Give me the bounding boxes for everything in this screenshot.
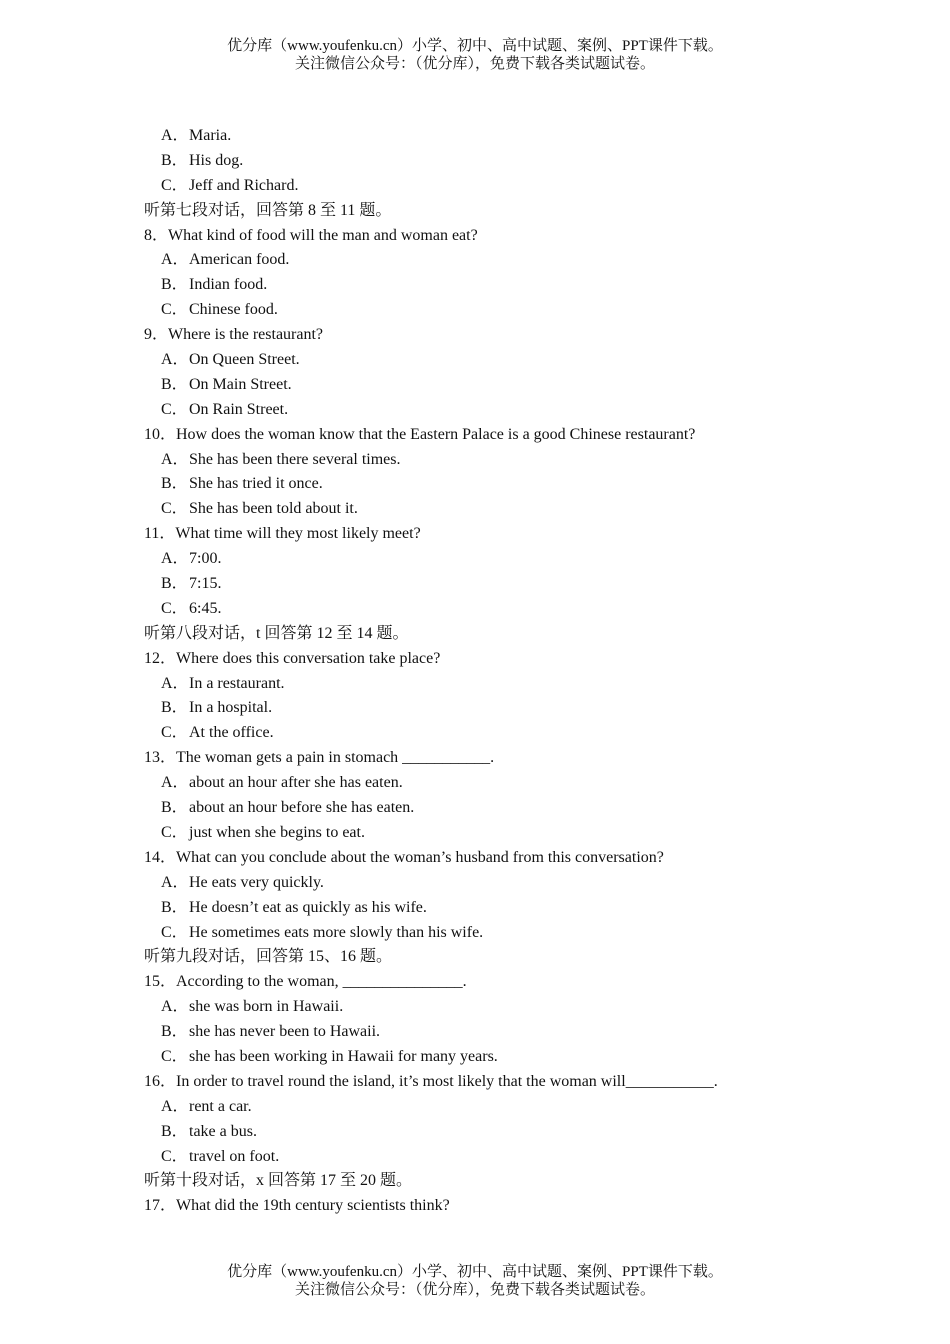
option-text: 6:45. xyxy=(189,599,222,617)
option-text: about an hour after she has eaten. xyxy=(189,774,403,792)
option-text: Maria. xyxy=(189,127,232,144)
option-text: She has been told about it. xyxy=(189,500,358,518)
question-text: 10．How does the woman know that the Eastern Palace is a good Chinese restaurant? xyxy=(144,425,696,443)
option-letter: A． xyxy=(161,251,189,269)
option-text: On Rain Street. xyxy=(189,400,289,418)
option-text: just when she begins to eat. xyxy=(189,823,365,841)
option-letter: A． xyxy=(161,450,189,468)
option-text: she has never been to Hawaii. xyxy=(189,1023,381,1041)
answer-option xyxy=(0,1145,950,1170)
option-text: Chinese food. xyxy=(189,301,278,319)
option-text: He doesn’t eat as quickly as his wife. xyxy=(189,898,427,916)
option-text: In a restaurant. xyxy=(189,674,285,692)
option-letter: A． xyxy=(161,998,189,1016)
answer-option xyxy=(0,273,950,298)
option-letter: C． xyxy=(161,1147,188,1165)
answer-option xyxy=(0,771,950,796)
answer-option xyxy=(0,124,950,149)
option-letter: B． xyxy=(161,799,188,817)
footer-line-1: 优分库（www.youfenku.cn）小学、初中、高中试题、案例、PPT课件下载。 xyxy=(227,1264,723,1280)
option-letter: B． xyxy=(161,475,188,493)
footer-line-2: 关注微信公众号：（优分库），免费下载各类试题试卷。 xyxy=(294,1282,655,1298)
option-letter: B． xyxy=(161,1122,188,1140)
answer-option xyxy=(0,821,950,846)
question-text: 14．What can you conclude about the woman’s husband from this conversation? xyxy=(144,848,664,866)
answer-option xyxy=(0,547,950,572)
option-letter: A． xyxy=(161,550,189,568)
answer-option xyxy=(0,1095,950,1120)
option-letter: C． xyxy=(161,176,188,194)
option-text: Jeff and Richard. xyxy=(189,176,299,194)
option-letter: B． xyxy=(161,375,188,393)
answer-option xyxy=(0,348,950,373)
answer-option xyxy=(0,1020,950,1045)
option-text: On Queen Street. xyxy=(189,351,300,369)
option-letter: B． xyxy=(161,276,188,294)
option-text: about an hour before she has eaten. xyxy=(189,799,415,817)
option-text: she has been working in Hawaii for many years. xyxy=(189,1047,498,1065)
option-text: On Main Street. xyxy=(189,375,292,393)
header-line-2: 关注微信公众号：（优分库），免费下载各类试题试卷。 xyxy=(294,56,655,72)
question-text: 12．Where does this conversation take place? xyxy=(144,649,441,667)
question-text: 13．The woman gets a pain in stomach ___________. xyxy=(144,749,495,767)
answer-option xyxy=(0,796,950,821)
question-text: 11．What time will they most likely meet? xyxy=(144,525,421,543)
option-letter: B． xyxy=(161,699,188,717)
option-text: At the office. xyxy=(189,724,274,742)
option-letter: B． xyxy=(161,898,188,916)
option-letter: A． xyxy=(161,873,189,891)
answer-option xyxy=(0,472,950,497)
question-list xyxy=(0,124,950,1219)
answer-option xyxy=(0,871,950,896)
section-instruction: 听第七段对话，回答第 8 至 11 题。 xyxy=(144,201,392,219)
answer-option xyxy=(0,572,950,597)
header-line-1: 优分库（www.youfenku.cn）小学、初中、高中试题、案例、PPT课件下载。 xyxy=(227,38,723,54)
answer-option xyxy=(0,896,950,921)
option-text: Indian food. xyxy=(189,276,268,294)
question-text: 15．According to the woman, _______________. xyxy=(144,973,467,991)
option-text: 7:00. xyxy=(189,550,222,568)
option-letter: A． xyxy=(161,774,189,792)
option-text: He eats very quickly. xyxy=(189,873,324,891)
question-text: 16．In order to travel round the island, it’s most likely that the woman will___________. xyxy=(144,1072,718,1090)
answer-option xyxy=(0,921,950,946)
question-text: 17．What did the 19th century scientists think? xyxy=(144,1197,450,1215)
page-footer xyxy=(0,1263,950,1299)
answer-option xyxy=(0,174,950,199)
answer-option xyxy=(0,721,950,746)
option-text: She has been there several times. xyxy=(189,450,401,468)
answer-option xyxy=(0,597,950,622)
option-letter: B． xyxy=(161,1023,188,1041)
option-letter: C． xyxy=(161,400,188,418)
option-text: take a bus. xyxy=(189,1122,257,1140)
section-instruction: 听第八段对话，t 回答第 12 至 14 题。 xyxy=(144,624,409,642)
answer-option xyxy=(0,1120,950,1145)
option-letter: C． xyxy=(161,301,188,319)
option-text: she was born in Hawaii. xyxy=(189,998,344,1016)
question-text: 8．What kind of food will the man and woman eat? xyxy=(144,226,478,244)
answer-option xyxy=(0,1045,950,1070)
option-text: His dog. xyxy=(189,151,244,169)
option-letter: B． xyxy=(161,575,188,593)
option-letter: A． xyxy=(161,127,189,144)
option-text: 7:15. xyxy=(189,575,222,593)
answer-option xyxy=(0,373,950,398)
option-text: He sometimes eats more slowly than his wife. xyxy=(189,923,484,941)
option-text: In a hospital. xyxy=(189,699,273,717)
option-text: She has tried it once. xyxy=(189,475,323,493)
option-letter: A． xyxy=(161,674,189,692)
option-letter: C． xyxy=(161,500,188,518)
answer-option xyxy=(0,448,950,473)
option-letter: C． xyxy=(161,923,188,941)
option-letter: C． xyxy=(161,823,188,841)
option-letter: C． xyxy=(161,1047,188,1065)
answer-option xyxy=(0,696,950,721)
option-text: American food. xyxy=(189,251,290,269)
option-letter: C． xyxy=(161,724,188,742)
question-text: 9．Where is the restaurant? xyxy=(144,326,324,344)
section-instruction: 听第十段对话，x 回答第 17 至 20 题。 xyxy=(144,1172,413,1190)
option-letter: C． xyxy=(161,599,188,617)
option-text: rent a car. xyxy=(189,1097,252,1115)
answer-option xyxy=(0,248,950,273)
answer-option xyxy=(0,672,950,697)
answer-option xyxy=(0,298,950,323)
option-text: travel on foot. xyxy=(189,1147,280,1165)
answer-option xyxy=(0,497,950,522)
answer-option xyxy=(0,995,950,1020)
section-instruction: 听第九段对话，回答第 15、16 题。 xyxy=(144,948,393,966)
answer-option xyxy=(0,149,950,174)
option-letter: B． xyxy=(161,151,188,169)
option-letter: A． xyxy=(161,351,189,369)
answer-option xyxy=(0,398,950,423)
page-header xyxy=(0,37,950,73)
option-letter: A． xyxy=(161,1097,189,1115)
